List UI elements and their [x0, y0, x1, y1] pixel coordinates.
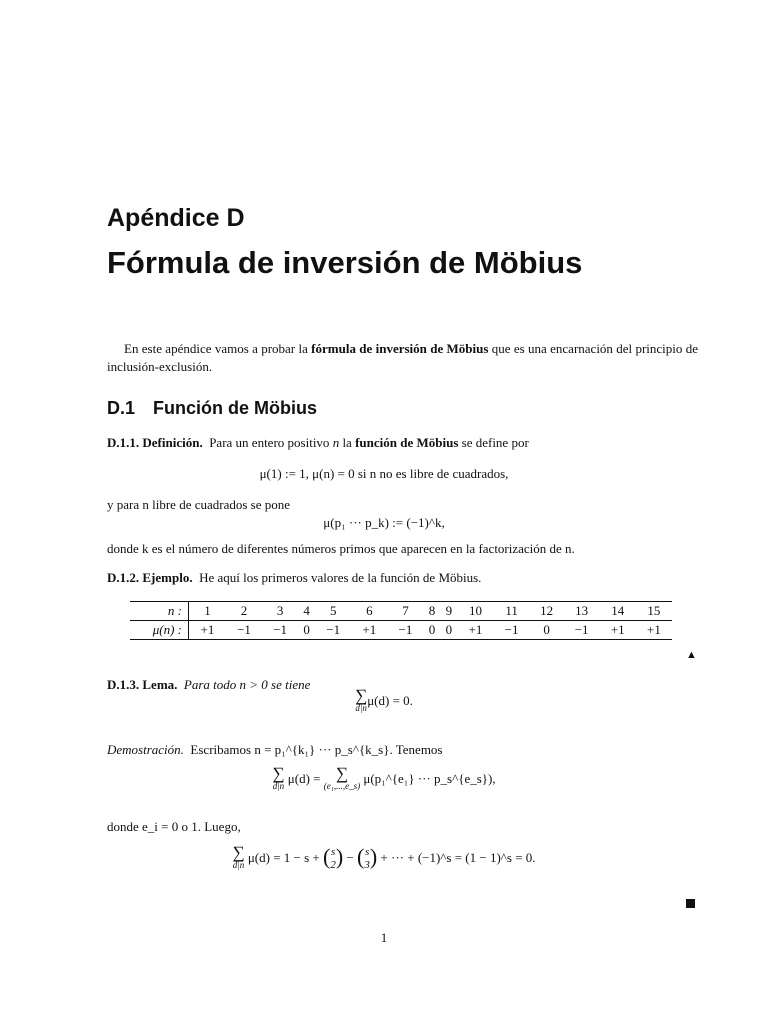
table-cell: +1	[600, 621, 636, 640]
proof-sum-2	[323, 764, 361, 792]
chapter-label: Apéndice D	[107, 204, 245, 232]
table-cell: 9	[440, 602, 457, 621]
proof-text: Escribamos n = p₁^{k₁} ··· p_s^{k_s}. Tenemos	[190, 742, 443, 757]
definition-text-2: la	[339, 435, 356, 450]
table-cell: 7	[387, 602, 423, 621]
table-header-mu: μ(n) :	[130, 621, 189, 640]
sigma-icon: ∑	[272, 764, 285, 783]
table-cell: 0	[440, 621, 457, 640]
chapter-title: Fórmula de inversión de Möbius	[107, 245, 583, 280]
table-cell: 14	[600, 602, 636, 621]
table-cell: −1	[226, 621, 262, 640]
qed-square-icon	[686, 899, 695, 908]
table-cell: 3	[262, 602, 298, 621]
table-cell: 13	[564, 602, 600, 621]
table-cell: −1	[387, 621, 423, 640]
proof-sum-3	[232, 843, 245, 871]
definition-line-3: donde k es el número de diferentes números primos que aparecen en la factorización de n.	[107, 541, 575, 556]
table-cell: 8	[424, 602, 441, 621]
proof-line: donde e_i = 0 o 1. Luego,	[107, 819, 241, 834]
binomial-1-bottom: 2	[330, 859, 336, 871]
table-cell: 0	[424, 621, 441, 640]
definition	[107, 434, 529, 452]
binomial-2-bottom: 3	[364, 859, 370, 871]
definition-text-1: Para un entero positivo	[209, 435, 333, 450]
binomial-2: (s 3)	[357, 844, 378, 871]
proof-sum-3-subscript: d|n	[232, 860, 245, 870]
table-header-n: n :	[130, 602, 189, 621]
definition-bold: función de Möbius	[355, 435, 459, 450]
page-number: 1	[380, 930, 388, 945]
table-cell: −1	[315, 621, 351, 640]
example-label: D.1.2. Ejemplo.	[107, 570, 193, 585]
intro-paragraph	[107, 340, 698, 376]
binomial-2-top: s	[364, 846, 370, 858]
table-cell: 1	[189, 602, 226, 621]
table-cell: −1	[564, 621, 600, 640]
section-number: D.1	[107, 398, 136, 418]
proof-final-c: + ··· + (−1)^s = (1 − 1)^s = 0.	[380, 849, 536, 865]
table-cell: −1	[494, 621, 530, 640]
table-cell: +1	[189, 621, 226, 640]
table-cell: 5	[315, 602, 351, 621]
example-end-triangle-icon: ▲	[686, 649, 697, 661]
lemma-label: D.1.3. Lema.	[107, 677, 178, 692]
definition-text-3: se define por	[458, 435, 529, 450]
sigma-icon: ∑	[232, 843, 245, 862]
sigma-icon: ∑	[355, 686, 368, 705]
example-text: He aquí los primeros valores de la función de Möbius.	[199, 570, 482, 585]
definition-formula-2: μ(p₁ ··· p_k) := (−1)^k,	[323, 515, 445, 530]
table-cell: +1	[457, 621, 493, 640]
table-row-n	[130, 602, 672, 621]
section-heading	[107, 398, 317, 419]
definition-label: D.1.1. Definición.	[107, 435, 203, 450]
intro-bold: fórmula de inversión de Möbius	[311, 341, 489, 356]
table-cell: 11	[494, 602, 530, 621]
binomial-1: (s 2)	[323, 844, 344, 871]
binomial-1-top: s	[330, 846, 336, 858]
definition-var-n: n	[332, 435, 340, 450]
table-cell: +1	[351, 621, 387, 640]
table-cell: 0	[298, 621, 315, 640]
proof-lhs: μ(d) =	[287, 770, 321, 786]
intro-text-1: En este apéndice vamos a probar la	[124, 341, 312, 356]
proof-final-a: μ(d) = 1 − s +	[247, 849, 320, 865]
table-cell: −1	[262, 621, 298, 640]
lemma-sum	[355, 686, 368, 714]
lemma-formula	[0, 686, 768, 714]
proof-final-formula	[0, 843, 768, 872]
table-cell: 15	[636, 602, 672, 621]
sigma-icon: ∑	[335, 764, 348, 783]
section-title: Función de Möbius	[153, 398, 317, 418]
lemma-formula-text: μ(d) = 0.	[367, 692, 413, 708]
intro-text-2: que es una encarnación del principio de inclusión-exclusión.	[107, 341, 698, 374]
table-cell: +1	[636, 621, 672, 640]
table-cell: 6	[351, 602, 387, 621]
proof-sum-1	[272, 764, 285, 792]
table-cell: 4	[298, 602, 315, 621]
table-cell: 2	[226, 602, 262, 621]
proof-label: Demostración.	[107, 742, 184, 757]
table-row-mu	[130, 621, 672, 640]
lemma-sum-subscript: d|n	[355, 703, 367, 713]
proof-intro	[107, 741, 443, 759]
proof-rhs: μ(p₁^{e₁} ··· p_s^{e_s}),	[363, 770, 496, 786]
example	[107, 569, 481, 587]
proof-sum-1-subscript: d|n	[272, 781, 285, 791]
proof-final-b: −	[346, 849, 354, 865]
proof-formula-1	[0, 764, 768, 792]
definition-formula-1: μ(1) := 1, μ(n) = 0 si n no es libre de cuadrados,	[259, 466, 509, 481]
lemma-text: Para todo n > 0 se tiene	[183, 677, 311, 692]
table-cell: 10	[457, 602, 493, 621]
proof-sum-2-subscript: (e₁,...,e_s)	[323, 781, 361, 791]
definition-line-2: y para n libre de cuadrados se pone	[107, 497, 291, 512]
table-cell: 12	[530, 602, 564, 621]
table-cell: 0	[530, 621, 564, 640]
mobius-table	[130, 601, 672, 640]
